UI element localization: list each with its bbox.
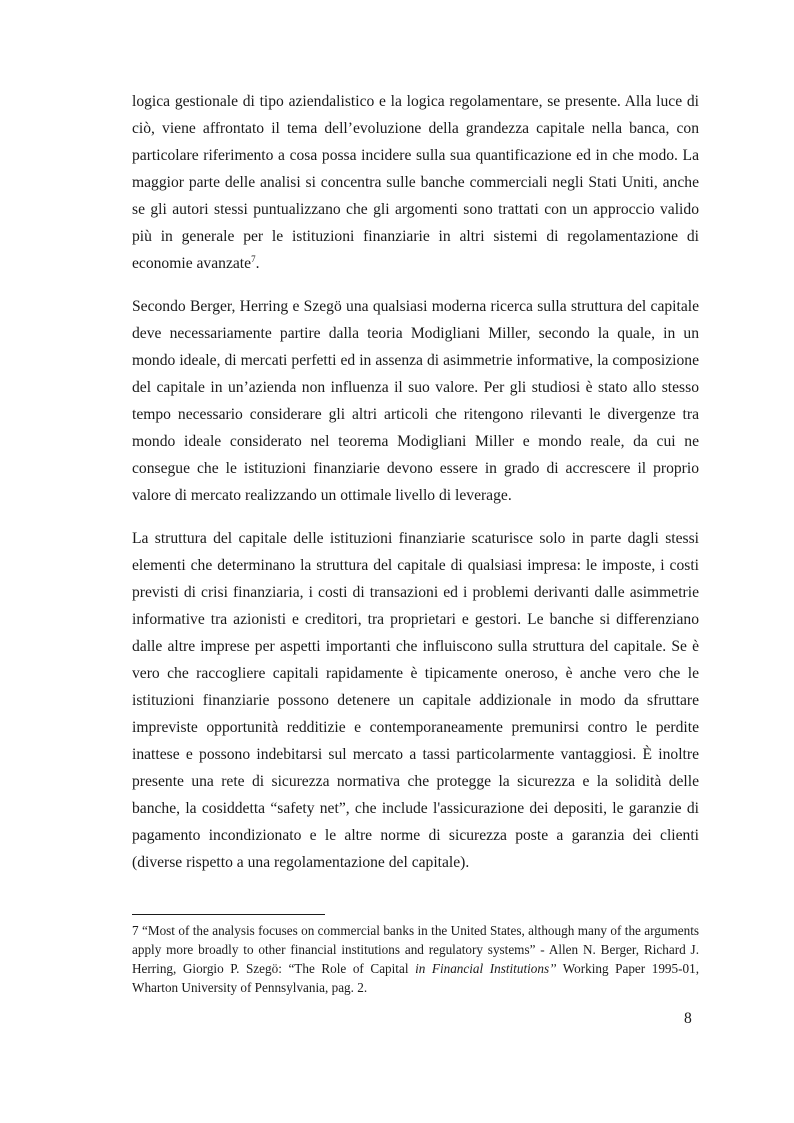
paragraph-3: La struttura del capitale delle istituzioni finanziarie scaturisce solo in parte dagli stessi elementi che determinano la struttura del capitale di qualsiasi impresa: le imposte, i costi previsti di crisi finanziaria, i costi di transazioni ed i problemi derivanti dalle asimmetrie informative tra azionisti e creditori, tra proprietari e gestori. Le banche si differenziano dalle altre imprese per aspetti importanti che influiscono sulla struttura del capitale. Se è vero che raccogliere capitali rapidamente è tipicamente oneroso, è anche vero che le istituzioni finanziarie possono detenere un capitale addizionale in modo da sfruttare impreviste opportunità redditizie e contemporaneamente premunirsi contro le perdite inattese e possono indebitarsi sul mercato a tassi particolarmente vantaggiosi. È inoltre presente una rete di sicurezza normativa che protegge la sicurezza e la solidità delle banche, la cosiddetta “safety net”, che include l'assicurazione dei depositi, le garanzie di pagamento incondizionato e le altre norme di sicurezza poste a garanzia dei clienti (diverse rispetto a una regolamentazione del capitale).: [132, 530, 699, 871]
footnote-text: 7 “Most of the analysis focuses on commercial banks in the United States, although many of the arguments apply more broadly to other financial institutions and regulatory systems” - Allen N. Berger, Richard J. Herring, Giorgio P. Szegö: “The Role of Capital: [132, 923, 699, 976]
paragraph-1-tail: .: [255, 255, 260, 272]
footnote-italic-title: in Financial Institutions’’: [415, 961, 557, 976]
page-number: 8: [684, 1010, 692, 1027]
paragraph-1: [132, 88, 699, 277]
footnote-separator: [132, 914, 325, 915]
footnote: [132, 921, 699, 997]
paragraph-2: Secondo Berger, Herring e Szegö una qualsiasi moderna ricerca sulla struttura del capitale deve necessariamente partire dalla teoria Modigliani Miller, secondo la quale, in un mondo ideale, di mercati perfetti ed in assenza di asimmetrie informative, la composizione del capitale in un’azienda non influenza il suo valore. Per gli studiosi è stato allo stesso tempo necessario considerare gli altri articoli che ritengono rilevanti le divergenze tra mondo ideale considerato nel teorema Modigliani Miller e mondo reale, da cui ne consegue che le istituzioni finanziarie devono essere in grado di accrescere il proprio valore di mercato realizzando un ottimale livello di leverage.: [132, 298, 699, 504]
paragraph-1-text: logica gestionale di tipo aziendalistico e la logica regolamentare, se presente. Alla luce di ciò, viene affrontato il tema dell’evoluzione della grandezza capitale nella banca, con particolare riferimento a cosa possa incidere sulla sua quantificazione ed in che modo. La maggior parte delle analisi si concentra sulle banche commerciali negli Stati Uniti, anche se gli autori stessi puntualizzano che gli argomenti sono trattati con un approccio valido più in generale per le istituzioni finanziarie in altri sistemi di regolamentazione di economie avanzate: [132, 93, 699, 272]
footnote-reference[interactable]: 7: [251, 254, 256, 264]
footnote-text-end: Working Paper 1995-01, Wharton University of Pennsylvania, pag. 2.: [132, 961, 699, 995]
page-body: [132, 88, 699, 892]
